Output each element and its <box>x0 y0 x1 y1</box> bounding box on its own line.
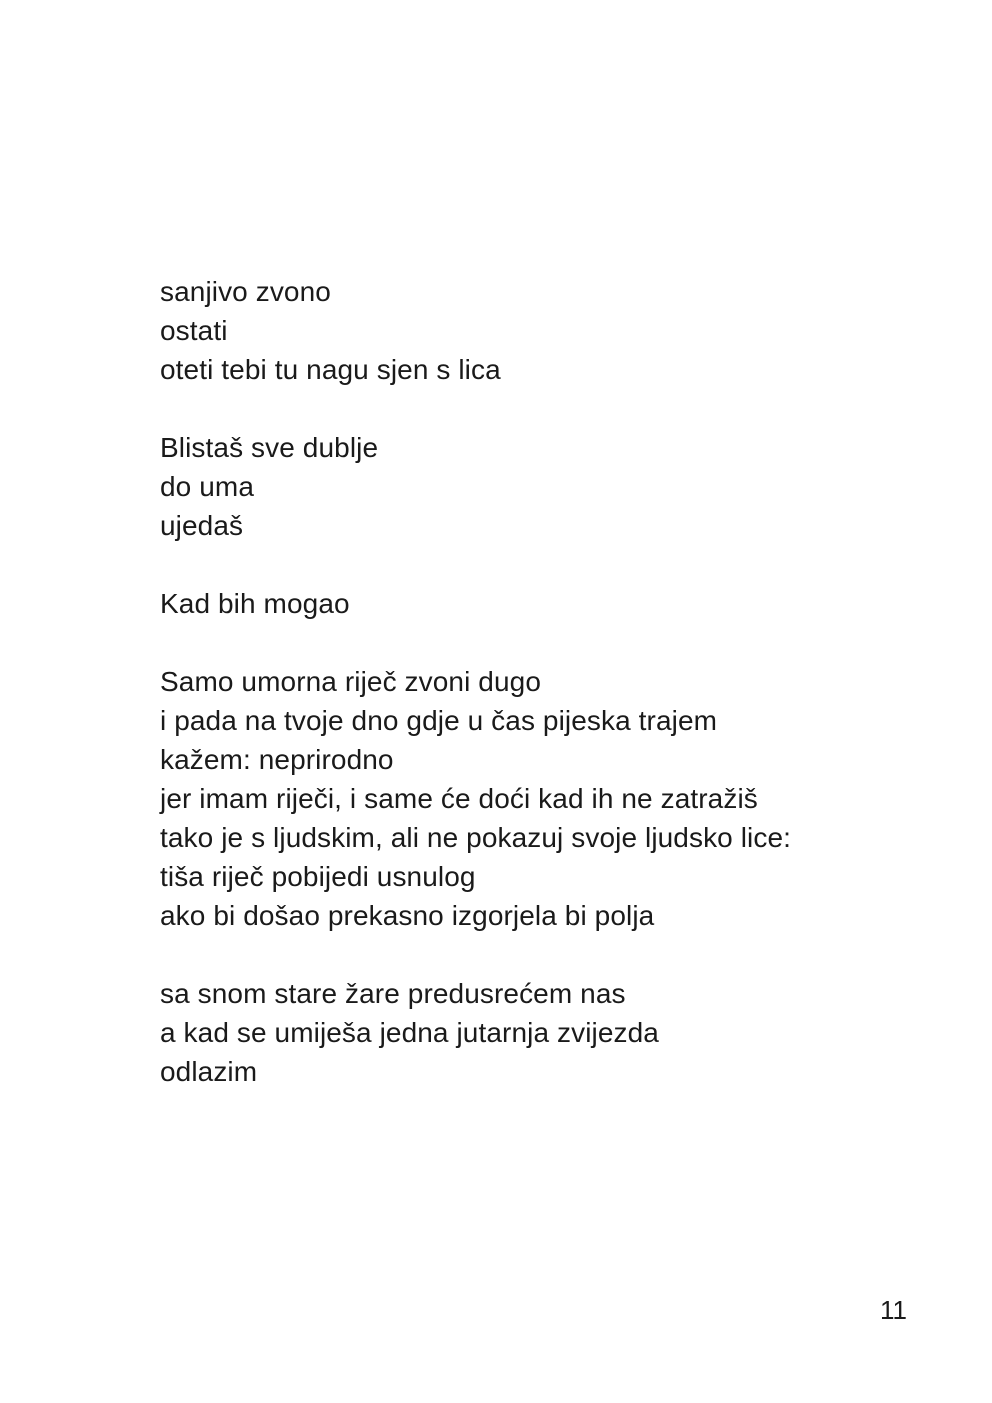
poem-line: a kad se umiješa jedna jutarnja zvijezda <box>160 1017 659 1048</box>
poem-line: tiša riječ pobijedi usnulog <box>160 861 476 892</box>
stanza-3 <box>160 584 920 623</box>
page-number: 11 <box>880 1295 907 1325</box>
poem-line: oteti tebi tu nagu sjen s lica <box>160 354 501 385</box>
poem-line: kažem: neprirodno <box>160 744 394 775</box>
stanza-2 <box>160 428 920 545</box>
stanza-1 <box>160 272 920 389</box>
poem-line: Blistaš sve dublje <box>160 432 379 463</box>
poem-line: tako je s ljudskim, ali ne pokazuj svoje ljudsko lice: <box>160 822 792 853</box>
poem-line: sa snom stare žare predusrećem nas <box>160 978 626 1009</box>
poem-line: jer imam riječi, i same će doći kad ih ne zatražiš <box>160 783 758 814</box>
stanza-5 <box>160 974 920 1091</box>
poem-line: do uma <box>160 471 254 502</box>
poem-text <box>160 272 920 1130</box>
poem-line: i pada na tvoje dno gdje u čas pijeska trajem <box>160 705 718 736</box>
poem-line: ako bi došao prekasno izgorjela bi polja <box>160 900 655 931</box>
poem-line: ostati <box>160 315 228 346</box>
poem-line: Samo umorna riječ zvoni dugo <box>160 666 541 697</box>
poem-line: sanjivo zvono <box>160 276 331 307</box>
poem-line: Kad bih mogao <box>160 588 350 619</box>
poem-line: odlazim <box>160 1056 258 1087</box>
poem-line: ujedaš <box>160 510 244 541</box>
stanza-4 <box>160 662 920 935</box>
